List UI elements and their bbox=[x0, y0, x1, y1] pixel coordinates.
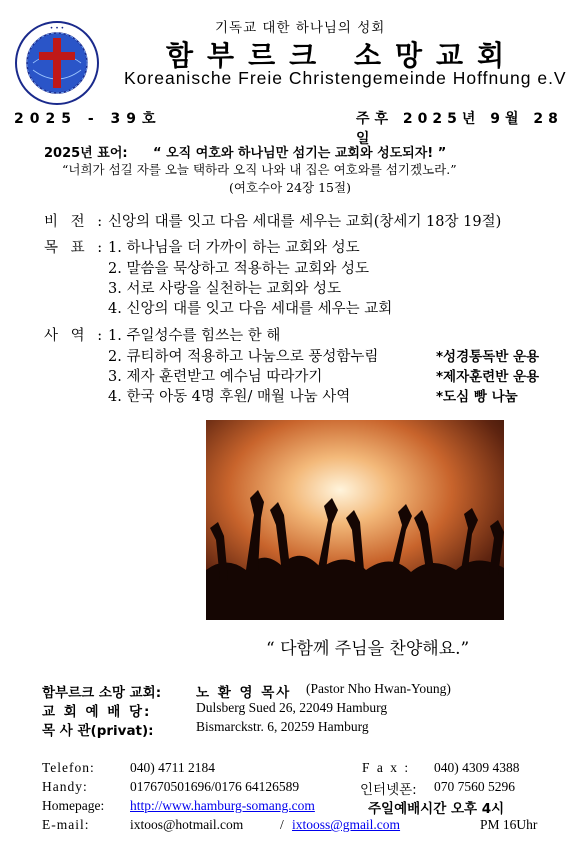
homepage-link[interactable]: http://www.hamburg-somang.com bbox=[130, 798, 315, 813]
ministries-label: 사 역 : bbox=[44, 328, 107, 344]
ministry-note: *성경통독반 운용 bbox=[436, 349, 540, 365]
svg-text:• • •: • • • bbox=[49, 25, 65, 32]
service-address: Dulsberg Sued 26, 22049 Hamburg bbox=[196, 700, 388, 715]
church-info-label: 함부르크 소망 교회: bbox=[42, 685, 162, 701]
motto-label: 2025년 표어: bbox=[44, 146, 128, 161]
ministry-item: 2. 큐티하여 적용하고 나눔으로 풍성함누림 bbox=[108, 349, 379, 365]
internet-phone-label: 인터넷폰: bbox=[360, 782, 417, 798]
fax-label: F a x : bbox=[362, 760, 411, 775]
motto-verse: “너희가 섬길 자를 오늘 택하라 오직 나와 내 집은 여호와를 섬기겠노라.” bbox=[62, 162, 457, 177]
goal-item: 2. 말씀을 묵상하고 적용하는 교회와 성도 bbox=[108, 261, 369, 277]
service-location-label: 교 회 예 배 당: bbox=[42, 704, 152, 720]
residence-address: Bismarckstr. 6, 20259 Hamburg bbox=[196, 719, 369, 734]
service-time-korean: 주일예배시간 오후 4시 bbox=[368, 801, 505, 817]
goal-item: 3. 서로 사랑을 실천하는 교회와 성도 bbox=[108, 281, 341, 297]
handy-label: Handy: bbox=[42, 779, 88, 794]
church-name-korean: 함부르크 소망교회 bbox=[166, 39, 519, 72]
email-address-primary[interactable]: ixtoos@hotmail.com bbox=[130, 817, 244, 832]
bulletin-issue: 2025 - 39호 bbox=[14, 111, 162, 127]
worship-photo bbox=[206, 420, 504, 620]
internet-phone-number: 070 7560 5296 bbox=[434, 779, 515, 794]
goal-item: 1. 하나님을 더 가까이 하는 교회와 성도 bbox=[108, 240, 360, 256]
goal-item: 4. 신앙의 대를 잇고 다음 세대를 세우는 교회 bbox=[108, 301, 393, 317]
fax-number: 040) 4309 4388 bbox=[434, 760, 520, 775]
ministry-note: *도심 빵 나눔 bbox=[436, 389, 518, 405]
telefon-number: 040) 4711 2184 bbox=[130, 760, 215, 775]
handy-number: 017670501696/0176 64126589 bbox=[130, 779, 300, 794]
ministry-note: *제자훈련반 운용 bbox=[436, 369, 540, 385]
worship-crowd-image bbox=[206, 420, 504, 620]
email-label: E-mail: bbox=[42, 817, 90, 832]
church-name-german: Koreanische Freie Christengemeinde Hoffnung e.V bbox=[124, 68, 567, 88]
residence-label: 목 사 관(privat): bbox=[42, 723, 154, 739]
pastor-name-english: (Pastor Nho Hwan-Young) bbox=[306, 681, 451, 696]
telefon-label: Telefon: bbox=[42, 760, 95, 775]
service-time-german: PM 16Uhr bbox=[480, 817, 538, 832]
vision-text: 신앙의 대를 잇고 다음 세대를 세우는 교회(창세기 18장 19절) bbox=[108, 214, 502, 230]
motto-text: “ 오직 여호와 하나님만 섬기는 교회와 성도되자! ” bbox=[153, 146, 447, 161]
photo-caption: “ 다함께 주님을 찬양해요.” bbox=[266, 639, 470, 659]
affiliation: 기독교 대한 하나님의 성회 bbox=[215, 20, 386, 36]
email-link-secondary[interactable]: ixtooss@gmail.com bbox=[292, 817, 401, 832]
homepage-label: Homepage: bbox=[42, 798, 105, 813]
goals-label: 목 표 : bbox=[44, 240, 107, 256]
ministry-item: 1. 주일성수를 힘쓰는 한 해 bbox=[108, 328, 281, 344]
bulletin-date: 주후 2025년 9월 28일 bbox=[356, 111, 563, 147]
email-separator: / bbox=[280, 817, 284, 832]
church-logo bbox=[14, 20, 100, 106]
pastor-name-korean: 노 환 영 목사 bbox=[196, 685, 292, 701]
vision-label: 비 전 : bbox=[44, 214, 107, 230]
ministry-item: 4. 한국 아동 4명 후원/ 매월 나눔 사역 bbox=[108, 389, 351, 405]
ministry-item: 3. 제자 훈련받고 예수님 따라가기 bbox=[108, 369, 323, 385]
motto-verse-reference: (여호수아 24장 15절) bbox=[229, 180, 351, 195]
logo-emblem-icon bbox=[14, 20, 100, 106]
